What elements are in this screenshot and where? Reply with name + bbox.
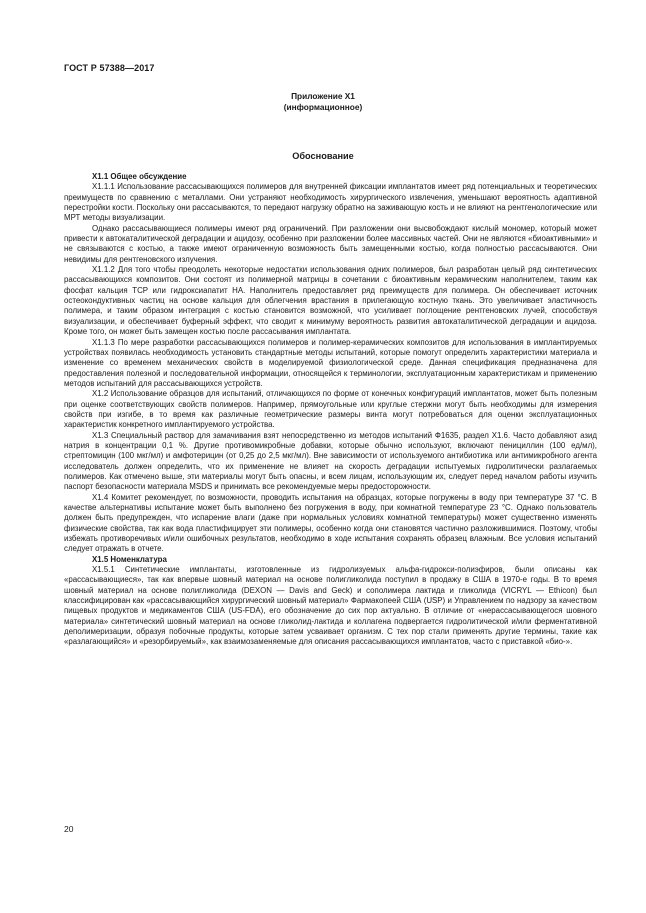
subsection-heading-nomenclature: Х1.5 Номенклатура <box>92 554 167 564</box>
document-body <box>64 172 597 648</box>
document-id: ГОСТ Р 57388—2017 <box>64 63 155 73</box>
annex-title: Приложение Х1 <box>291 91 355 101</box>
section-title: Обоснование <box>292 151 354 161</box>
paragraph: Х1.2 Использование образцов для испытаний, отличающихся по форме от конечных конфигураций имплантатов, может быть полезным при оценке соответствующих свойств полимеров. Например, прямоугольные или круглые стержни могут быть необходимы для измерения свойств при изгибе, в то время как различные геометрические размеры винта могут потребоваться для оценки эксплуатационных характеристик конкретного имплантируемого устройства. <box>64 389 597 430</box>
subsection-heading-general: Х1.1 Общее обсуждение <box>92 172 187 181</box>
paragraph: Х1.1.1 Использование рассасывающихся полимеров для внутренней фиксации имплантатов имеет ряд потенциальных и теоретических преимуществ по сравнению с металлами. Они устраняют необходимость хирургического извлечения, уменьшают вероятность адаптивной перестройки кости. Поскольку они рассасываются, то передают нагрузку обратно на заживающую кость и не влияют на рентгенологические или МРТ методы визуализации. <box>64 182 597 223</box>
paragraph: Х1.3 Специальный раствор для замачивания взят непосредственно из методов испытаний Ф1635, раздел Х1.6. Часто добавляют азид натрия в концентрации 0,1 %. Другие противомикробные добавки, которые обычно используют, включают пенициллин (100 ед/мл), стрептомицин (100 мкг/мл) и амфотерицин (от 0,25 до 2,5 мкг/мл). Вне зависимости от используемого антибиотика или антимикробного агента исследователь должен определить, что их применение не влияет на скорость деградации испытуемых гидролитически разлагаемых полимеров. Как отмечено выше, эти материалы могут быть опасны, и всем лицам, использующим их, следует перед началом работы изучить паспорт безопасности материала MSDS и принимать все рекомендуемые меры предосторожности. <box>64 430 597 492</box>
page-number: 20 <box>64 824 74 834</box>
paragraph: Однако рассасывающиеся полимеры имеют ряд ограничений. При разложении они высвобождают кислый мономер, который может привести к автокаталитической деградации и ацидозу, особенно при разложении более массивных частей. Они не являются «биоактивными» и не связываются с костью, а также имеют ограниченную возможность быть замещенными костью, когда полностью рассасываются. Они невидимы для рентгеновского излучения. <box>64 223 597 264</box>
paragraph: Х1.1.3 По мере разработки рассасывающихся полимеров и полимер-керамических композитов для использования в имплантируемых устройствах появилась необходимость установить стандартные методы испытаний, которые помогут определить характеристики материала и изменение со временем механических свойств в моделируемой физиологической среде. Данная спецификация предназначена для предоставления полезной и последовательной информации, относящейся к терминологии, эксплуатационным характеристикам и применению методов испытаний для рассасывающихся устройств. <box>64 337 597 388</box>
paragraph: Х1.5.1 Синтетические имплантаты, изготовленные из гидролизуемых альфа-гидрокси-полиэфиров, были описаны как «рассасывающиеся», так как впервые шовный материал на основе полигликолида поступил в продажу в США в 1970-е годы. В то время шовный материал на основе полигликолида (DEXON — Davis and Geck) и сополимера лактида и гликолида (VICRYL — Ethicon) был классифицирован как «рассасывающийся хирургический шовный материал» Фармакопеей США (USP) и Управлением по надзору за качеством пищевых продуктов и медикаментов США (US-FDA), его обозначение до сих пор актуально. В отличие от «нерассасывающегося шовного материала» синтетический шовный материал на основе гликолид-лактида и коллагена подвергается гидролитической и/или ферментативной деполимеризации, образуя побочные продукты, которые затем усваивает организм. С тех пор стали применять другие термины, такие как «разлагающийся» и «резорбируемый», как взаимозаменяемые для описания рассасывающихся имплантатов, часто с приставкой «био-». <box>64 565 597 647</box>
paragraph: Х1.4 Комитет рекомендует, по возможности, проводить испытания на образцах, которые погружены в воду при температуре 37 °С. В качестве альтернативы испытание может быть выполнено без погружения в воду, при комнатной температуре 23 °С. Однако пользователь должен быть предупрежден, что испарение влаги (даже при нормальных условиях комнатной температуры) может существенно изменять физические свойства, так как вода пластифицирует эти полимеры, особенно когда они становятся частично разложившимися. Поэтому, чтобы избежать противоречивых и/или ошибочных результатов, необходимо в ходе испытания сохранять образец влажным. Все условия испытаний следует отражать в отчете. <box>64 492 597 554</box>
annex-subtitle: (информационное) <box>283 102 363 112</box>
annex-block <box>64 91 582 113</box>
paragraph: Х1.1.2 Для того чтобы преодолеть некоторые недостатки использования одних полимеров, был разработан целый ряд синтетических рассасывающихся композитов. Они состоят из полимерной матрицы в сочетании с биоактивным керамическим наполнителем, таким как фосфат кальция TCP или гидроксиапатит НА. Наполнитель предоставляет ряд преимуществ для полимера. Он обеспечивает источник остеокондуктивных частиц на основе кальция для облегчения врастания в прилегающую костную ткань. Это увеличивает эластичность полимера, и таким образом интеграция с костью становится возможной, что усиливает поглощение рентгеновских лучей, способствуя визуализации, и обеспечивает буферный эффект, что сводит к минимуму вероятность развития автокаталитической деградации и ацидоза. Кроме того, он может быть замещен костью после рассасывания имплантата. <box>64 265 597 337</box>
